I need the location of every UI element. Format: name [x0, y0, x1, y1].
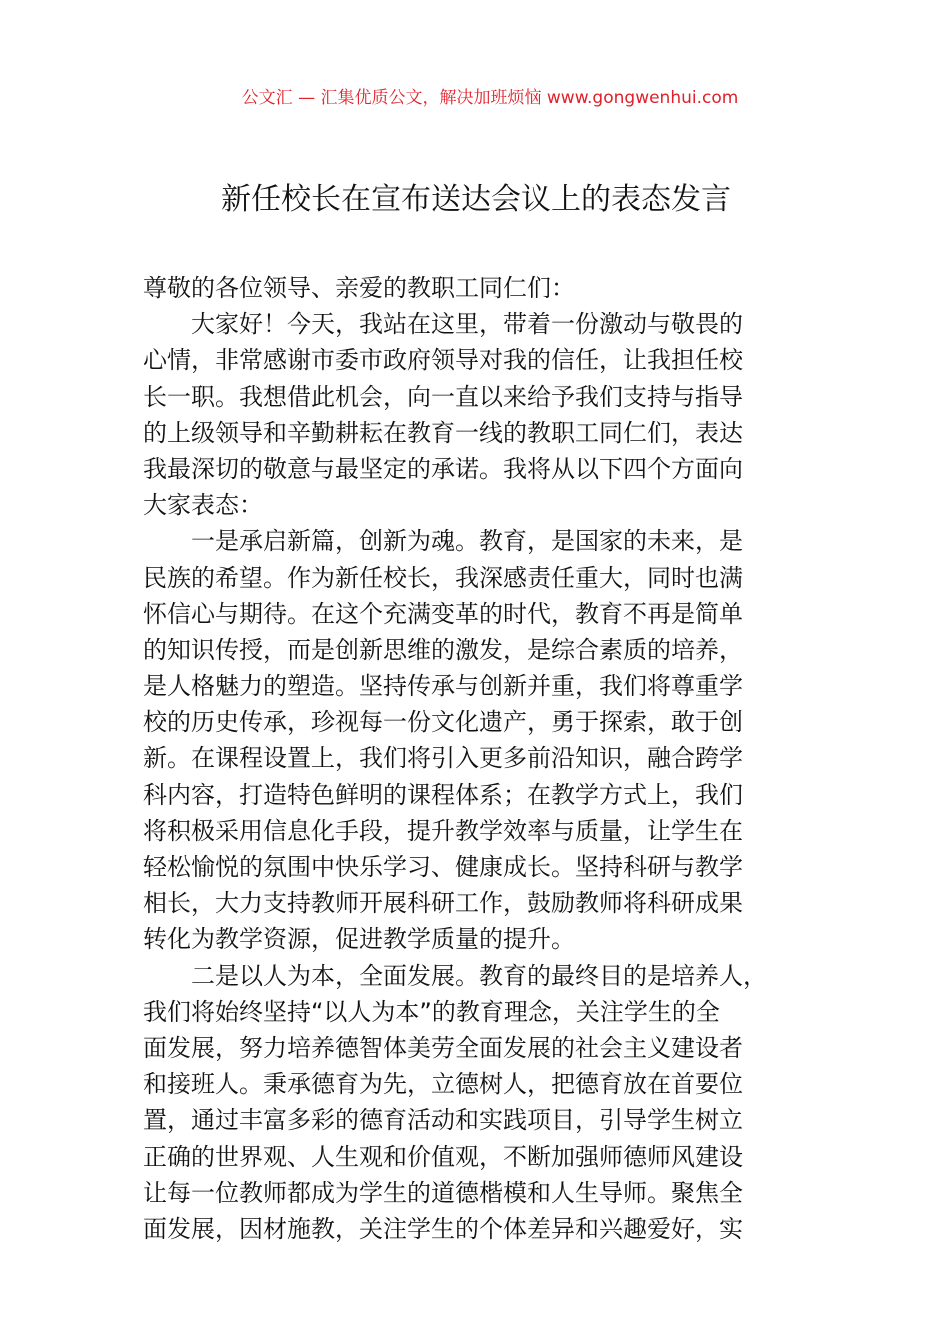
body-line: 面发展，努力培养德智体美劳全面发展的社会主义建设者 [143, 1033, 743, 1062]
body-line: 正确的世界观、人生观和价值观，不断加强师德师风建设 [143, 1142, 743, 1171]
body-line: 的知识传授，而是创新思维的激发，是综合素质的培养， [143, 635, 743, 664]
body-line: 轻松愉悦的氛围中快乐学习、健康成长。坚持科研与教学 [143, 853, 743, 881]
body-line: 的上级领导和辛勤耕耘在教育一线的教职工同仁们，表达 [143, 418, 743, 447]
body-line: 心情，非常感谢市委市政府领导对我的信任，让我担任校 [143, 346, 743, 375]
body-line: 置，通过丰富多彩的德育活动和实践项目，引导学生树立 [143, 1106, 743, 1135]
body-line: 大家好！今天，我站在这里，带着一份激动与敬畏的 [143, 310, 743, 339]
body-line: 二是以人为本，全面发展。教育的最终目的是培养人， [143, 961, 767, 990]
body-line: 我最深切的敬意与最坚定的承诺。我将从以下四个方面向 [143, 454, 743, 483]
body-line: 民族的希望。作为新任校长，我深感责任重大，同时也满 [143, 563, 743, 592]
body-line: 我们将始终坚持“以人为本”的教育理念，关注学生的全 [143, 997, 720, 1026]
body-line: 和接班人。秉承德育为先，立德树人，把德育放在首要位 [143, 1070, 743, 1099]
body-line: 将积极采用信息化手段，提升教学效率与质量，让学生在 [143, 816, 743, 845]
body-line: 新。在课程设置上，我们将引入更多前沿知识，融合跨学 [143, 744, 743, 773]
salutation-line: 尊敬的各位领导、亲爱的教职工同仁们： [143, 274, 575, 302]
body-line: 科内容，打造特色鲜明的课程体系；在教学方式上，我们 [143, 780, 743, 809]
body-line: 校的历史传承，珍视每一份文化遗产，勇于探索，敢于创 [143, 708, 743, 737]
watermark-header: 公文汇 — 汇集优质公文，解决加班烦恼 www.gongwenhui.com [241, 88, 739, 108]
body-line: 是人格魅力的塑造。坚持传承与创新并重，我们将尊重学 [143, 672, 743, 701]
body-line: 让每一位教师都成为学生的道德楷模和人生导师。聚焦全 [143, 1178, 743, 1207]
document-title: 新任校长在宣布送达会议上的表态发言 [221, 182, 731, 217]
document-body [143, 270, 823, 1247]
body-line: 怀信心与期待。在这个充满变革的时代，教育不再是简单 [143, 599, 743, 628]
body-line: 面发展，因材施教，关注学生的个体差异和兴趣爱好，实 [143, 1214, 743, 1243]
body-line: 一是承启新篇，创新为魂。教育，是国家的未来，是 [143, 527, 743, 556]
body-line: 转化为教学资源，促进教学质量的提升。 [143, 925, 575, 954]
body-line: 相长，大力支持教师开展科研工作，鼓励教师将科研成果 [143, 889, 743, 918]
body-line: 大家表态： [143, 491, 263, 520]
body-line: 长一职。我想借此机会，向一直以来给予我们支持与指导 [143, 382, 743, 411]
